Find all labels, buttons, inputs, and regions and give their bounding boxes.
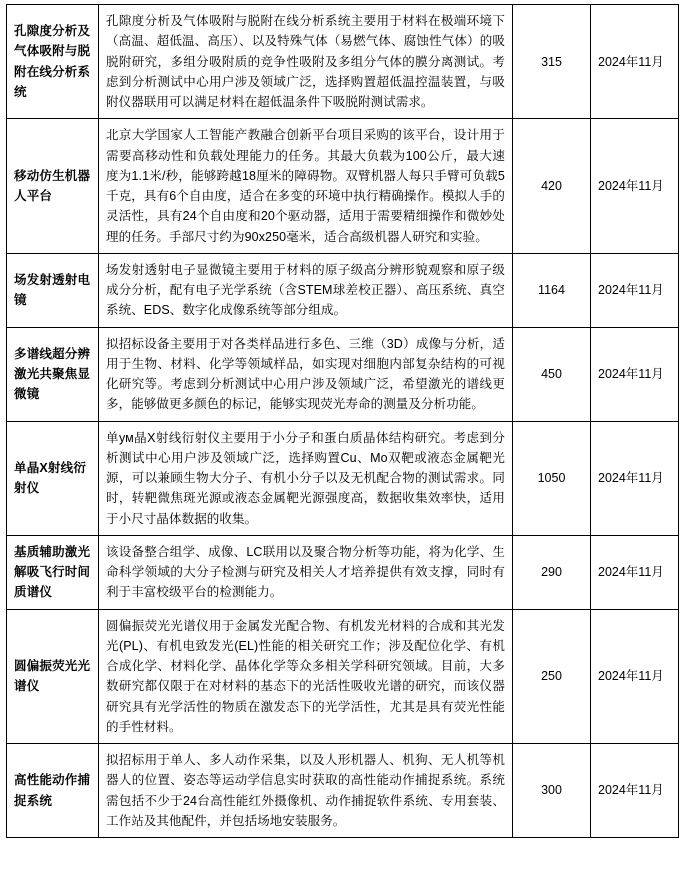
table-row xyxy=(7,744,679,838)
equipment-name: 单晶X射线衍射仪 xyxy=(7,421,99,535)
equipment-quantity: 1164 xyxy=(513,253,591,327)
equipment-quantity: 300 xyxy=(513,744,591,838)
equipment-name: 场发射透射电镜 xyxy=(7,253,99,327)
table-row xyxy=(7,535,679,609)
equipment-description: 圆偏振荧光光谱仪用于金属发光配合物、有机发光材料的合成和其光发光(PL)、有机电致发光(EL)性能的相关研究工作；涉及配位化学、有机合成化学、材料化学、晶体化学等众多相关学科研究领域。目前，大多数研究都仅限于在对材料的基态下的光活性吸收光谱的研究，而该仪器研究具有光学活性的物质在激发态下的光学活性，尤其是具有荧光性能的手性材料。 xyxy=(99,609,513,744)
equipment-date: 2024年11月 xyxy=(591,327,679,421)
equipment-name: 移动仿生机器人平台 xyxy=(7,119,99,254)
equipment-quantity: 315 xyxy=(513,5,591,119)
table-row xyxy=(7,421,679,535)
equipment-date: 2024年11月 xyxy=(591,5,679,119)
equipment-date: 2024年11月 xyxy=(591,744,679,838)
equipment-name: 孔隙度分析及气体吸附与脱附在线分析系统 xyxy=(7,5,99,119)
equipment-name: 高性能动作捕捉系统 xyxy=(7,744,99,838)
equipment-description: 单ум晶X射线衍射仪主要用于小分子和蛋白质晶体结构研究。考虑到分析测试中心用户涉及领域广泛，选择购置Cu、Mo双靶或液态金属靶光源，可以兼顾生物大分子、有机小分子以及无机配合物的测试需求。同时，转靶微焦斑光源或液态金属靶光源强度高，数据收集效率快，适用于小尺寸晶体数据的收集。 xyxy=(99,421,513,535)
table-row xyxy=(7,609,679,744)
table-body xyxy=(7,5,679,838)
table-row xyxy=(7,327,679,421)
equipment-date: 2024年11月 xyxy=(591,609,679,744)
equipment-description: 该设备整合组学、成像、LC联用以及聚合物分析等功能，将为化学、生命科学领域的大分子检测与研究及相关人才培养提供有效支撑，同时有利于丰富校级平台的检测能力。 xyxy=(99,535,513,609)
equipment-date: 2024年11月 xyxy=(591,253,679,327)
equipment-name: 基质辅助激光解吸飞行时间质谱仪 xyxy=(7,535,99,609)
equipment-quantity: 250 xyxy=(513,609,591,744)
equipment-table xyxy=(6,4,679,838)
table-row xyxy=(7,5,679,119)
equipment-quantity: 420 xyxy=(513,119,591,254)
equipment-quantity: 450 xyxy=(513,327,591,421)
table-row xyxy=(7,253,679,327)
equipment-description: 北京大学国家人工智能产教融合创新平台项目采购的该平台，设计用于需要高移动性和负载处理能力的任务。其最大负载为100公斤，最大速度为1.1米/秒，能够跨越18厘米的障碍物。双臂机器人每只手臂可负载5千克，具有6个自由度，适合在多变的环境中执行精确操作。模拟人手的灵活性，具有24个自由度和20个驱动器，适用于需要精细操作和微妙处理的任务。手部尺寸约为90x250毫米，适合高级机器人研究和实验。 xyxy=(99,119,513,254)
equipment-quantity: 1050 xyxy=(513,421,591,535)
equipment-description: 场发射透射电子显微镜主要用于材料的原子级高分辨形貌观察和原子级成分分析，配有电子光学系统（含STEM球差校正器）、高压系统、真空系统、EDS、数字化成像系统等部分组成。 xyxy=(99,253,513,327)
equipment-date: 2024年11月 xyxy=(591,119,679,254)
table-row xyxy=(7,119,679,254)
equipment-date: 2024年11月 xyxy=(591,421,679,535)
equipment-date: 2024年11月 xyxy=(591,535,679,609)
equipment-name: 圆偏振荧光光谱仪 xyxy=(7,609,99,744)
equipment-description: 孔隙度分析及气体吸附与脱附在线分析系统主要用于材料在极端环境下（高温、超低温、高压）、以及特殊气体（易燃气体、腐蚀性气体）的吸脱附研究，多组分吸附质的竞争性吸附及多组分气体的膜分离测试。考虑到分析测试中心用户涉及领域广泛，选择购置超低温控温装置，与吸附仪器联用可以满足材料在超低温条件下吸脱附测试需求。 xyxy=(99,5,513,119)
equipment-name: 多谱线超分辨激光共聚焦显微镜 xyxy=(7,327,99,421)
equipment-quantity: 290 xyxy=(513,535,591,609)
equipment-description: 拟招标设备主要用于对各类样品进行多色、三维（3D）成像与分析，适用于生物、材料、化学等领域样品，如实现对细胞内部复杂结构的可视化研究等。考虑到分析测试中心用户涉及领域广泛，希望激光的谱线更多，能够做更多颜色的标记，能够实现荧光寿命的测量及分析功能。 xyxy=(99,327,513,421)
equipment-description: 拟招标用于单人、多人动作采集，以及人形机器人、机狗、无人机等机器人的位置、姿态等运动学信息实时获取的高性能动作捕捉系统。系统需包括不少于24台高性能红外摄像机、动作捕捉软件系统、专用套装、工作站及其他配件，并包括场地安装服务。 xyxy=(99,744,513,838)
